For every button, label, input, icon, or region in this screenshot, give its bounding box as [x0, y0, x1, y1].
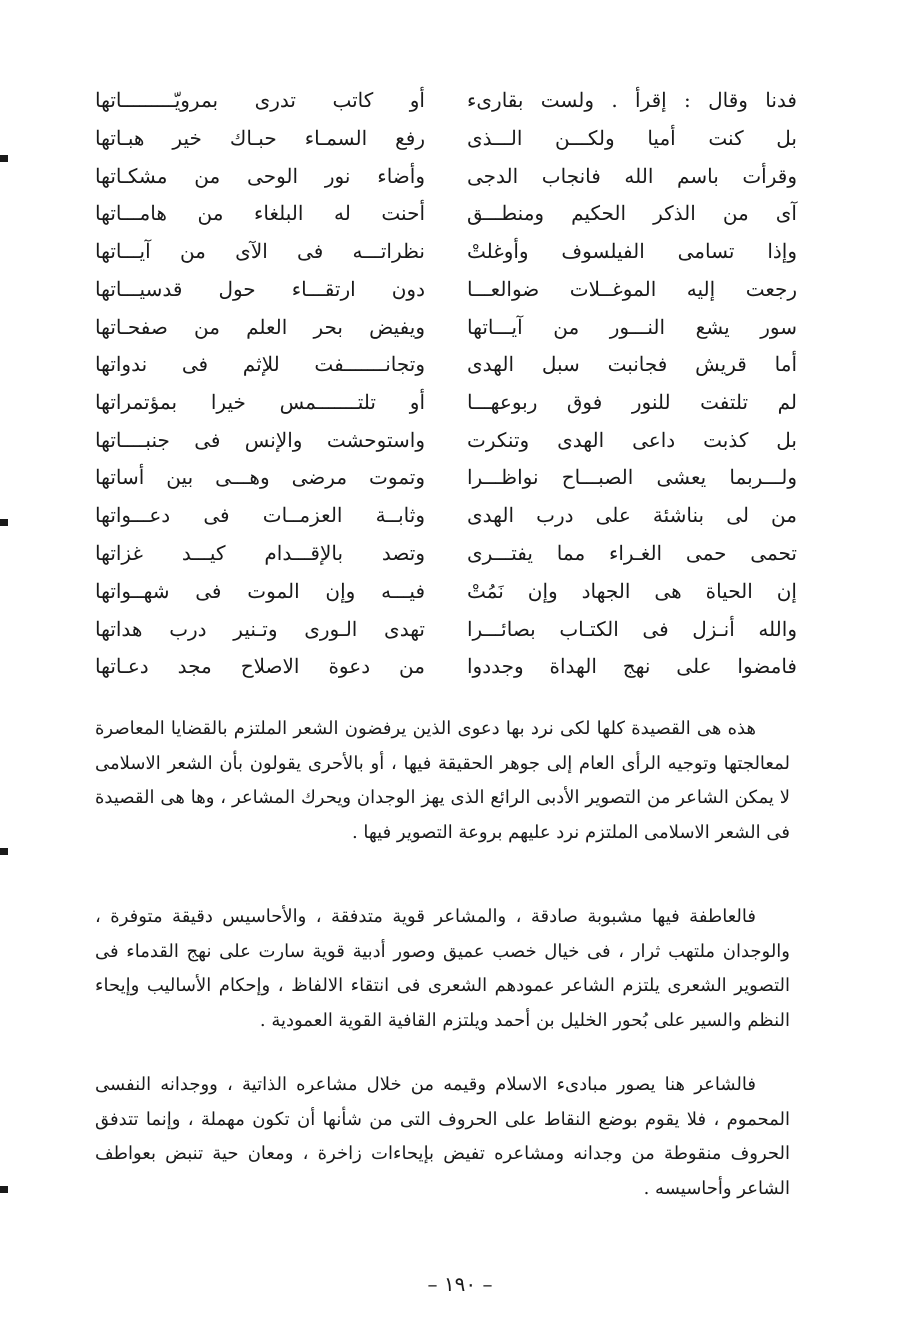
verse-second-hemistich: وثابــة العزمــات فى دعـــواتها: [95, 503, 425, 528]
verse-second-hemistich: وتصد بالإقـــدام كيـــد غزاتها: [95, 540, 425, 565]
body-paragraph: [95, 900, 790, 1038]
verse-line: [95, 384, 797, 422]
verse-line: [95, 271, 797, 309]
verse-line: [95, 648, 797, 686]
scan-edge-mark: [0, 848, 8, 855]
verse-second-hemistich: رفع السمـاء حبـاك خير هبـاتها: [95, 125, 425, 150]
verse-line: [95, 82, 797, 120]
verse-first-hemistich: تحمى حمى الغـراء مما يفتـــرى: [467, 540, 797, 565]
scan-edge-mark: [0, 1186, 8, 1193]
verse-second-hemistich: واستوحشت والإنس فى جنبــــاتها: [95, 427, 425, 452]
page-number: – ١٩٠ –: [427, 1272, 493, 1296]
verse-second-hemistich: أو تلتـــــــمس خيرا بمؤتمراتها: [95, 389, 425, 414]
verse-line: [95, 573, 797, 611]
verse-second-hemistich: دون ارتقـــاء حول قدسيـــاتها: [95, 276, 425, 301]
paragraph-text: فالشاعر هنا يصور مبادىء الاسلام وقيمه من خلال مشاعره الذاتية ، ووجدانه النفسى المحموم ، فلا يقوم بوضع النقاط على الحروف التى من شأنها أن تكون مهملة ، وإنما تتدفق الحروف منقوطة من وجدانه ومشاعره تفيض بإيحاءات زاخرة ، ومعان حية تنبض بعواطف الشاعر وأحاسيسه .: [95, 1074, 790, 1199]
verse-first-hemistich: بل كنت أميا ولكـــن الـــذى: [467, 125, 797, 150]
verse-second-hemistich: وأضاء نور الوحى من مشكـاتها: [95, 163, 425, 188]
paragraph-text: هذه هى القصيدة كلها لكى نرد بها دعوى الذين يرفضون الشعر الملتزم بالقضايا المعاصرة لمعالجتها وتوجيه الرأى العام إلى جوهر الحقيقة فيها ، أو بالأحرى يقولون بأن الشعر الاسلامى لا يمكن الشاعر من التصوير الأدبى الرائع الذى يهز الوجدان ويحرك المشاعر ، وها هى القصيدة فى الشعر الاسلامى الملتزم نرد عليهم بروعة التصوير فيها .: [95, 718, 790, 843]
verse-second-hemistich: وتموت مرضى وهـــى بين أساتها: [95, 465, 425, 490]
verse-second-hemistich: ويفيض بحر العلم من صفحـاتها: [95, 314, 425, 339]
verse-line: [95, 459, 797, 497]
paragraph-text: فالعاطفة فيها مشبوبة صادقة ، والمشاعر قوية متدفقة ، والأحاسيس دقيقة متوفرة ، والوجدان ملتهب ثرار ، فى خيال خصب عميق وصور أدبية قوية سارت على نهج القدماء فى التصوير الشعرى يلتزم الشاعر عمودهم الشعرى فى انتقاء الالفاظ ، وإحكام الأساليب وإيحاء النظم والسير على بُحور الخليل بن أحمد ويلتزم القافية القوية العمودية .: [95, 906, 790, 1031]
verse-second-hemistich: فيـــه وإن الموت فى شهــواتها: [95, 578, 425, 603]
verse-first-hemistich: سور يشع النـــور من آيـــاتها: [467, 314, 797, 339]
verse-second-hemistich: من دعوة الاصلاح مجد دعـاتها: [95, 654, 425, 679]
verse-line: [95, 497, 797, 535]
verse-second-hemistich: تهدى الـورى وتـنير درب هداتها: [95, 616, 425, 641]
scan-edge-mark: [0, 519, 8, 526]
body-paragraph: [95, 712, 790, 850]
verse-first-hemistich: فدنا وقال : إقرأ . ولست بقارىء: [467, 88, 797, 112]
verse-first-hemistich: بل كذبت داعى الهدى وتنكرت: [467, 427, 797, 452]
verse-first-hemistich: إن الحياة هى الجهاد وإن نَمُتْ: [467, 578, 797, 603]
verse-first-hemistich: فامضوا على نهج الهداة وجددوا: [467, 654, 797, 679]
verse-line: [95, 158, 797, 196]
verse-first-hemistich: ولـــربما يعشى الصبـــاح نواظـــرا: [467, 465, 797, 490]
verse-first-hemistich: وإذا تسامى الفيلسوف وأوغلتْ: [467, 239, 797, 264]
verse-first-hemistich: وقرأت باسم الله فانجاب الدجى: [467, 163, 797, 188]
scan-edge-mark: [0, 155, 8, 162]
verse-line: [95, 120, 797, 158]
verse-first-hemistich: رجعت إليه الموغــلات ضوالعـــا: [467, 276, 797, 301]
verse-first-hemistich: والله أنـزل فى الكتـاب بصائـــرا: [467, 616, 797, 641]
verse-first-hemistich: لم تلتفت للنور فوق ربوعهـــا: [467, 389, 797, 414]
verse-second-hemistich: أو كاتب تدرى بمرويّـــــــــاتها: [95, 88, 425, 112]
poem-stanza-1: [95, 82, 797, 347]
verse-first-hemistich: أما قريش فجانبت سبل الهدى: [467, 352, 797, 376]
verse-line: [95, 611, 797, 649]
verse-line: [95, 309, 797, 347]
verse-second-hemistich: أحنت له البلغاء من هامـــاتها: [95, 201, 425, 226]
verse-line: [95, 233, 797, 271]
verse-second-hemistich: وتجانـــــــفت للإثم فى ندواتها: [95, 352, 425, 376]
verse-first-hemistich: آى من الذكر الحكيم ومنطـــق: [467, 201, 797, 226]
verse-first-hemistich: من لى بناشئة على درب الهدى: [467, 503, 797, 528]
verse-line: [95, 346, 797, 384]
verse-line: [95, 422, 797, 460]
verse-second-hemistich: نظراتـــه فى الآى من آيـــاتها: [95, 239, 425, 264]
body-paragraph: [95, 1068, 790, 1206]
verse-line: [95, 195, 797, 233]
poem-stanza-2: [95, 346, 797, 686]
verse-line: [95, 535, 797, 573]
